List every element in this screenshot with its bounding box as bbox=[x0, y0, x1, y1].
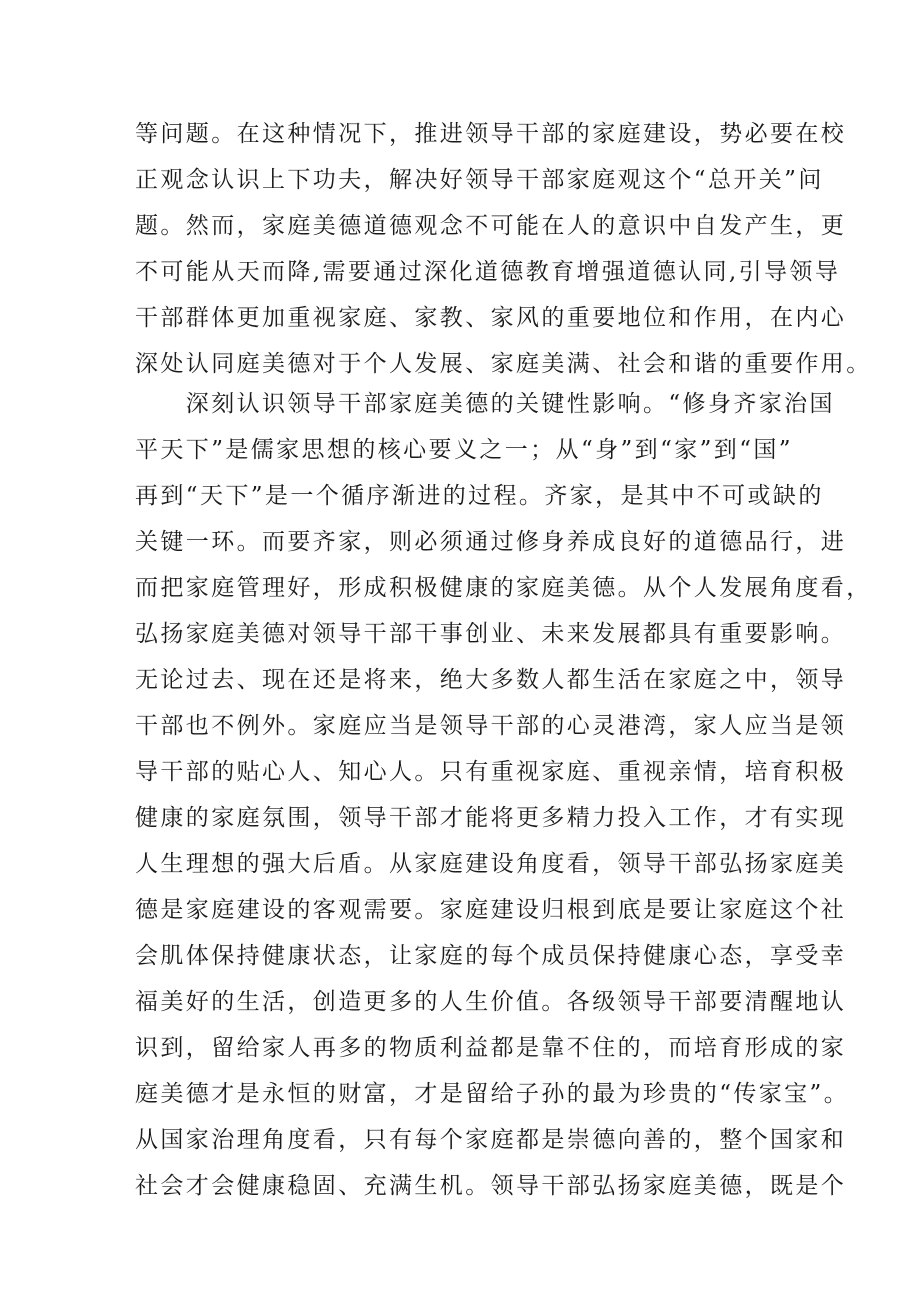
text-line: 深处认同庭美德对于个人发展、家庭美满、社会和谐的重要作用。 bbox=[135, 351, 872, 377]
text-line: 从国家治理角度看，只有每个家庭都是崇德向善的，整个国家和 bbox=[135, 1127, 847, 1153]
text-line: 而把家庭管理好，形成积极健康的家庭美德。从个人发展角度看， bbox=[135, 575, 872, 601]
text-line: 人生理想的强大后盾。从家庭建设角度看，领导干部弘扬家庭美 bbox=[135, 851, 847, 877]
text-line: 正观念认识上下功夫，解决好领导干部家庭观这个“总开关”问 bbox=[135, 167, 824, 193]
text-line: 平天下”是儒家思想的核心要义之一；从“身”到“家”到“国” bbox=[135, 437, 793, 463]
text-line: 不可能从天而降,需要通过深化道德教育增强道德认同,引导领导 bbox=[135, 259, 841, 285]
text-line: 社会才会健康稳固、充满生机。领导干部弘扬家庭美德，既是个 bbox=[135, 1173, 847, 1199]
text-line: 题。然而，家庭美德道德观念不可能在人的意识中自发产生，更 bbox=[135, 213, 847, 239]
text-line: 德是家庭建设的客观需要。家庭建设归根到底是要让家庭这个社 bbox=[135, 897, 847, 923]
text-line: 健康的家庭氛围，领导干部才能将更多精力投入工作，才有实现 bbox=[135, 805, 847, 831]
text-line: 会肌体保持健康状态，让家庭的每个成员保持健康心态，享受幸 bbox=[135, 943, 847, 969]
paragraph-2 bbox=[135, 381, 872, 1209]
paragraph-1 bbox=[135, 111, 872, 387]
text-line: 干部也不例外。家庭应当是领导干部的心灵港湾，家人应当是领 bbox=[135, 713, 847, 739]
text-line: 庭美德才是永恒的财富，才是留给子孙的最为珍贵的“传家宝”。 bbox=[135, 1081, 850, 1107]
text-line: 识到，留给家人再多的物质利益都是靠不住的，而培育形成的家 bbox=[135, 1035, 847, 1061]
text-line: 关键一环。而要齐家，则必须通过修身养成良好的道德品行，进 bbox=[135, 529, 847, 555]
text-line: 再到“天下”是一个循序渐进的过程。齐家，是其中不可或缺的 bbox=[135, 483, 824, 509]
text-line: 深刻认识领导干部家庭美德的关键性影响。“修身齐家治国 bbox=[135, 391, 835, 417]
text-line: 福美好的生活，创造更多的人生价值。各级领导干部要清醒地认 bbox=[135, 989, 847, 1015]
text-line: 等问题。在这种情况下，推进领导干部的家庭建设，势必要在校 bbox=[135, 121, 847, 147]
text-line: 弘扬家庭美德对领导干部干事创业、未来发展都具有重要影响。 bbox=[135, 621, 847, 647]
text-line: 导干部的贴心人、知心人。只有重视家庭、重视亲情，培育积极 bbox=[135, 759, 847, 785]
text-line: 无论过去、现在还是将来，绝大多数人都生活在家庭之中，领导 bbox=[135, 667, 847, 693]
text-line: 干部群体更加重视家庭、家教、家风的重要地位和作用，在内心 bbox=[135, 305, 847, 331]
